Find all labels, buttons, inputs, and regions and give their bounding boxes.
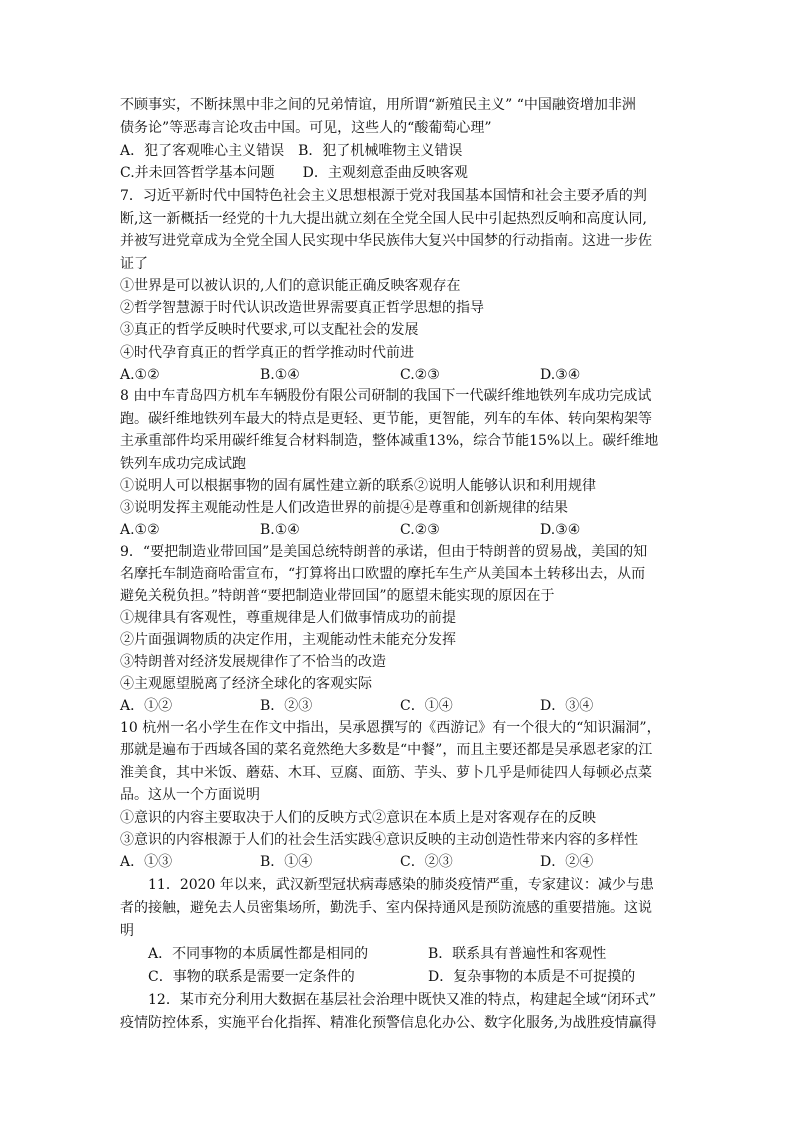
q8-option-b: B.①④	[260, 522, 300, 538]
q8-item-2: ③说明发挥主观能动性是人们改造世界的前提④是尊重和创新规律的结果	[120, 500, 568, 516]
q9-item-2: ②片面强调物质的决定作用，主观能动性未能充分发挥	[120, 632, 456, 648]
q6-stem-line-1: 不顾事实，不断抹黑中非之间的兄弟情谊，用所谓“新殖民主义” “中国融资增加非洲	[120, 97, 636, 113]
q11-option-b: B．联系具有普遍性和客观性	[428, 946, 607, 962]
q11-option-a: A．不同事物的本质属性都是相同的	[148, 946, 369, 962]
q9-option-c: C．①④	[400, 698, 453, 714]
q8-stem-line-4: 铁列车成功完成试跑	[120, 456, 246, 472]
q9-option-b: B．②③	[260, 698, 313, 714]
q7-item-1: ①世界是可以被认识的,人们的意识能正确反映客观存在	[120, 278, 461, 294]
q10-stem-line-2: 那就是遍布于西域各国的菜名竟然绝大多数是“中餐”，而且主要还都是吴承恩老家的江	[120, 742, 653, 758]
q11-option-c: C．事物的联系是需要一定条件的	[148, 969, 355, 985]
q8-stem-line-2: 跑。碳纤维地铁列车最大的特点是更轻、更节能，更智能，列车的车体、转向架构架等	[120, 411, 652, 427]
q7-stem-line-4: 证了	[120, 256, 148, 272]
q11-stem-line-2: 者的接触，避免去人员密集场所，勤洗手、室内保持通风是预防流感的重要措施。这说	[120, 900, 652, 916]
q6-options-row-1: A．犯了客观唯心主义错误 B．犯了机械唯物主义错误	[120, 143, 463, 159]
q10-item-1: ①意识的内容主要取决于人们的反映方式②意识在本质上是对客观存在的反映	[120, 810, 596, 826]
q7-item-2: ②哲学智慧源于时代认识改造世界需要真正哲学思想的指导	[120, 300, 484, 316]
q7-stem-line-3: 并被写进党章成为全党全国人民实现中华民族伟大复兴中国梦的行动指南。这进一步佐	[120, 233, 652, 249]
q11-stem-line-1: 11．2020 年以来，武汉新型冠状病毒感染的肺炎疫情严重，专家建议：减少与患	[148, 877, 654, 893]
q8-option-d: D.③④	[540, 522, 581, 538]
q10-stem-line-1: 10 杭州一名小学生在作文中指出，吴承恩撰写的《西游记》有一个很大的“知识漏洞”，	[120, 720, 661, 736]
q10-option-d: D．②④	[540, 854, 594, 870]
q8-stem-line-3: 主承重部件均采用碳纤维复合材料制造，整体减重13%，综合节能15%以上。碳纤维地	[120, 433, 659, 449]
q10-option-b: B．①④	[260, 854, 313, 870]
q9-stem-line-1: 9．“要把制造业带回国”是美国总统特朗普的承诺，但由于特朗普的贸易战，美国的知	[120, 544, 648, 560]
q7-options	[120, 366, 680, 384]
q11-stem-line-3: 明	[120, 923, 134, 939]
q9-item-1: ①规律具有客观性，尊重规律是人们做事情成功的前提	[120, 610, 456, 626]
q12-stem-line-2: 疫情防控体系，实施平台化指挥、精准化预警信息化办公、数字化服务,为战胜疫情赢得	[120, 1015, 657, 1031]
q9-stem-line-2: 名摩托车制造商哈雷宣布，“打算将出口欧盟的摩托车生产从美国本土转移出去，从而	[120, 566, 646, 582]
q10-stem-line-3: 淮美食，其中米饭、蘑菇、木耳、豆腐、面筋、芋头、萝卜几乎是师徒四人每顿必点菜	[120, 765, 652, 781]
q9-item-3: ③特朗普对经济发展规律作了不恰当的改造	[120, 654, 386, 670]
q7-option-c: C.②③	[400, 367, 440, 383]
q10-stem-line-4: 品。这从一个方面说明	[120, 787, 260, 803]
q7-option-d: D.③④	[540, 367, 581, 383]
q12-stem-line-1: 12．某市充分利用大数据在基层社会治理中既快又准的特点，构建起全域“闭环式”	[148, 992, 657, 1008]
q10-item-2: ③意识的内容根源于人们的社会生活实践④意识反映的主动创造性带来内容的多样性	[120, 832, 638, 848]
q11-options-row-2	[148, 968, 708, 986]
q9-options	[120, 697, 680, 715]
q6-options-row-2: C.并未回答哲学基本问题 D．主观刻意歪曲反映客观	[120, 165, 468, 181]
q7-item-4: ④时代孕育真正的哲学真正的哲学推动时代前进	[120, 345, 414, 361]
q8-option-a: A.①②	[120, 522, 160, 538]
q10-option-a: A．①③	[120, 854, 173, 870]
q11-options-row-1	[148, 945, 708, 963]
q6-stem-line-2: 债务论”等恶毒言论攻击中国。可见，这些人的“酸葡萄心理”	[120, 120, 492, 136]
q9-stem-line-3: 避免关税负担。”特朗普“要把制造业带回国”的愿望未能实现的原因在于	[120, 588, 555, 604]
q7-stem-line-1: 7．习近平新时代中国特色社会主义思想根源于党对我国基本国情和社会主要矛盾的判	[120, 188, 647, 204]
q7-option-a: A.①②	[120, 367, 160, 383]
q8-option-c: C.②③	[400, 522, 440, 538]
q9-item-4: ④主观愿望脱离了经济全球化的客观实际	[120, 676, 372, 692]
q9-option-a: A．①②	[120, 698, 173, 714]
q10-option-c: C．②③	[400, 854, 453, 870]
q10-options	[120, 853, 680, 871]
q8-options	[120, 521, 680, 539]
q8-item-1: ①说明人可以根据事物的固有属性建立新的联系②说明人能够认识和利用规律	[120, 478, 596, 494]
q9-option-d: D．③④	[540, 698, 594, 714]
q11-option-d: D．复杂事物的本质是不可捉摸的	[428, 969, 636, 985]
q7-option-b: B.①④	[260, 367, 300, 383]
q7-stem-line-2: 断,这一新概括一经党的十九大提出就立刻在全党全国人民中引起热烈反响和高度认同,	[120, 211, 647, 227]
q8-stem-line-1: 8 由中车青岛四方机车车辆股份有限公司研制的我国下一代碳纤维地铁列车成功完成试	[120, 388, 652, 404]
q7-item-3: ③真正的哲学反映时代要求,可以支配社会的发展	[120, 322, 419, 338]
